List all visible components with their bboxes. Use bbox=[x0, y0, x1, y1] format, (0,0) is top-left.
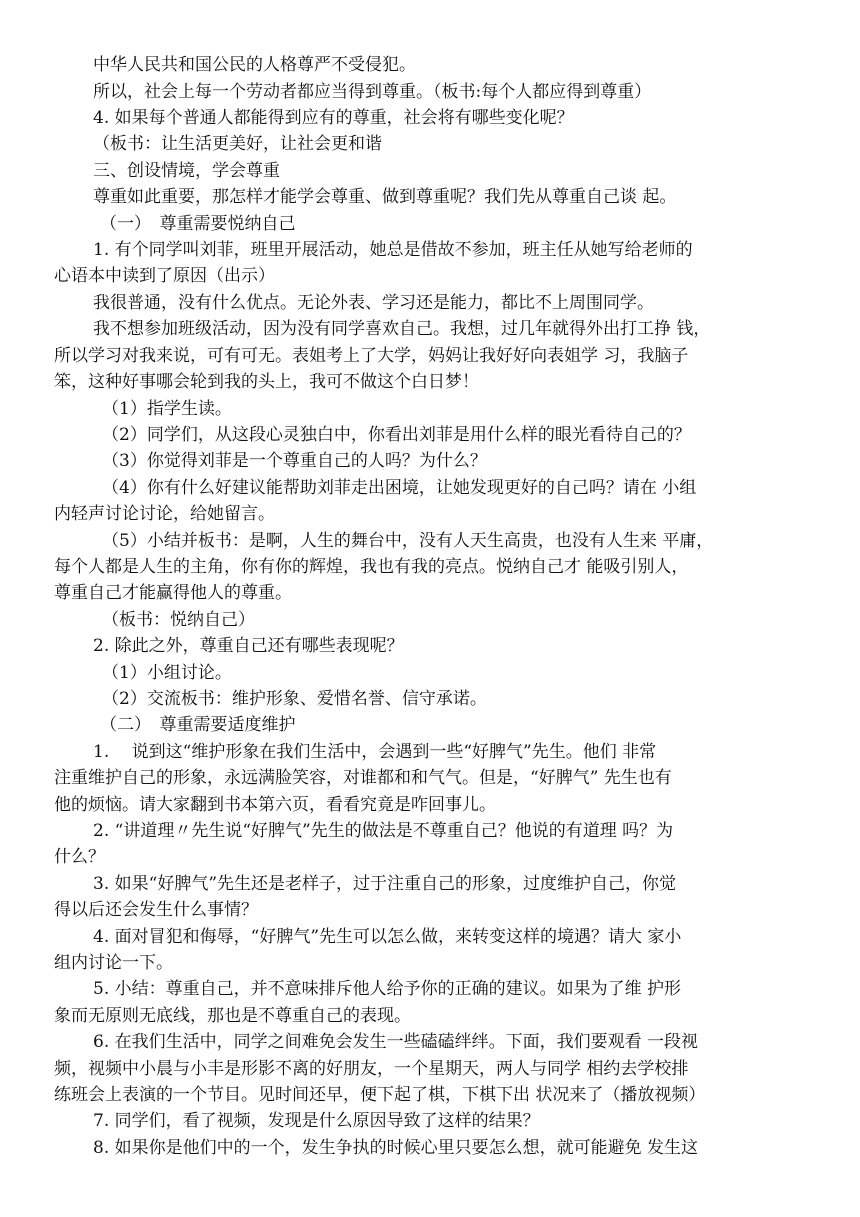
text-line: 每个人都是人生的主角，你有你的辉煌，我也有我的亮点。悦纳自己才 能吸引别人， bbox=[54, 557, 689, 577]
text-line: 注重维护自己的形象，永远满脸笑容，对谁都和和气气。但是，“好脾气” 先生也有 bbox=[54, 768, 672, 788]
text-line: 2. “讲道理〃先生说“好脾气”先生的做法是不尊重自己？他说的有道理 吗？为 bbox=[93, 821, 674, 841]
text-line: （1）小组讨论。 bbox=[102, 663, 232, 683]
text-line: 1. 有个同学叫刘菲，班里开展活动，她总是借故不参加，班主任从她写给老师的 bbox=[93, 240, 693, 260]
text-line: （板书：让生活更美好，让社会更和谐 bbox=[93, 134, 382, 154]
text-line: 所以，社会上每一个劳动者都应当得到尊重。（板书:每个人都应得到尊重） bbox=[93, 82, 652, 102]
text-line: （3）你觉得刘菲是一个尊重自己的人吗？为什么？ bbox=[102, 451, 487, 471]
text-line: 2. 除此之外，尊重自己还有哪些表现呢？ bbox=[93, 636, 404, 656]
subsection-heading: （二） 尊重需要适度维护 bbox=[100, 715, 296, 735]
text-line: 中华人民共和国公民的人格尊严不受侵犯。 bbox=[93, 55, 416, 75]
text-line: 5. 小结：尊重自己，并不意味排斥他人给予你的正确的建议。如果为了维 护形 bbox=[93, 979, 682, 999]
text-line: 尊重如此重要，那怎样才能学会尊重、做到尊重呢？我们先从尊重自己谈 起。 bbox=[93, 187, 677, 207]
text-line: （1）指学生读。 bbox=[102, 399, 232, 419]
text-line: 所以学习对我来说，可有可无。表姐考上了大学，妈妈让我好好向表姐学 习，我脑子 bbox=[54, 346, 689, 366]
text-line: 组内讨论一下。 bbox=[54, 953, 173, 973]
section-heading: 三、创设情境，学会尊重 bbox=[93, 161, 280, 181]
text-line: （2）交流板书：维护形象、爱惜名誉、信守承诺。 bbox=[102, 689, 487, 709]
text-line: 象而无原则无底线，那也是不尊重自己的表现。 bbox=[54, 1006, 411, 1026]
text-line: 8. 如果你是他们中的一个，发生争执的时候心里只要怎么想，就可能避免 发生这 bbox=[93, 1138, 699, 1158]
text-line: 笨，这种好事哪会轮到我的头上，我可不做这个白日梦！ bbox=[54, 372, 479, 392]
text-line: （2）同学们，从这段心灵独白中，你看出刘菲是用什么样的眼光看待自己的？ bbox=[102, 425, 691, 445]
text-line: （4）你有什么好建议能帮助刘菲走出困境，让她发现更好的自己吗？请在 小组 bbox=[102, 478, 697, 498]
text-line: 我很普通，没有什么优点。无论外表、学习还是能力，都比不上周围同学。 bbox=[93, 293, 654, 313]
subsection-heading: （一） 尊重需要悦纳自己 bbox=[100, 214, 296, 234]
text-line: 3. 如果“好脾气”先生还是老样子，过于注重自己的形象，过度维护自己，你觉 bbox=[93, 874, 677, 894]
text-line: 他的烦恼。请大家翻到书本第六页，看看究竟是咋回事儿。 bbox=[54, 795, 496, 815]
text-line: 什么？ bbox=[54, 847, 105, 867]
text-line: 我不想参加班级活动，因为没有同学喜欢自己。我想，过几年就得外出打工挣 钱， bbox=[93, 319, 711, 339]
text-line: 6. 在我们生活中，同学之间难免会发生一些磕磕绊绊。下面，我们要观看 一段视 bbox=[93, 1032, 699, 1052]
text-line: 内轻声讨论讨论，给她留言。 bbox=[54, 504, 275, 524]
text-line: 得以后还会发生什么事情？ bbox=[54, 900, 258, 920]
text-line: 频，视频中小晨与小丰是形影不离的好朋友，一个星期天，两人与同学 相约去学校排 bbox=[54, 1059, 689, 1079]
text-line: 1. 说到这“维护形象在我们生活中，会遇到一些“好脾气”先生。他们 非常 bbox=[93, 742, 657, 762]
text-line: 练班会上表演的一个节目。见时间还早，便下起了棋，下棋下出 状况来了（播放视频） bbox=[54, 1085, 706, 1105]
text-line: 心语本中读到了原因（出示） bbox=[54, 266, 275, 286]
text-line: （5）小结并板书：是啊，人生的舞台中，没有人天生高贵，也没有人生来 平庸， bbox=[102, 531, 714, 551]
text-line: 尊重自己才能赢得他人的尊重。 bbox=[54, 583, 292, 603]
text-line: （板书：悦纳自己） bbox=[102, 610, 255, 630]
text-line: 7. 同学们，看了视频，发现是什么原因导致了这样的结果？ bbox=[93, 1111, 540, 1131]
text-line: 4. 如果每个普通人都能得到应有的尊重，社会将有哪些变化呢？ bbox=[93, 108, 574, 128]
text-line: 4. 面对冒犯和侮辱，“好脾气”先生可以怎么做，来转变这样的境遇？请大 家小 bbox=[93, 927, 682, 947]
